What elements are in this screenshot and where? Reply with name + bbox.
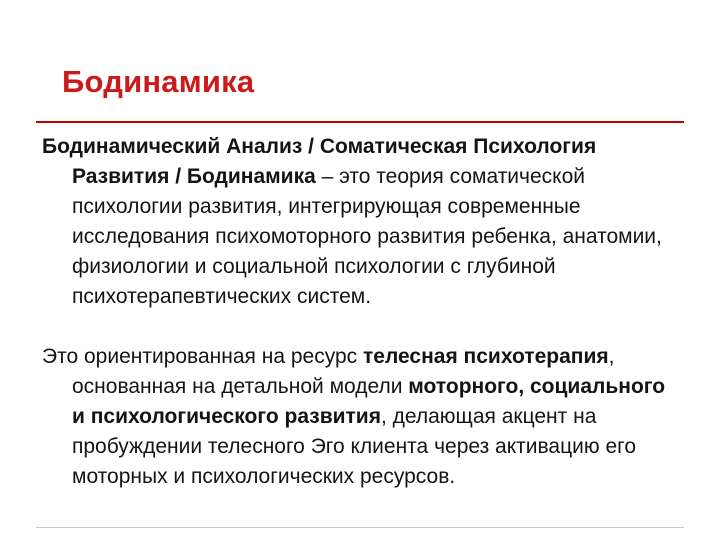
slide-title: Бодинамика bbox=[62, 64, 255, 99]
paragraph-definition bbox=[42, 132, 682, 312]
text-segment: , делающая акцент на пробуждении телесного Эго клиента через активацию его моторных и психологических ресурсов. bbox=[72, 405, 637, 488]
paragraph-description bbox=[42, 342, 682, 492]
text-segment: Это ориентированная на ресурс bbox=[42, 345, 363, 368]
bold-text-segment: моторного, социального и психологического развития bbox=[72, 375, 666, 428]
text-segment: , основанная на детальной модели bbox=[72, 345, 615, 398]
bold-text-segment: телесная психотерапия bbox=[363, 345, 609, 368]
text-segment: – это теория соматической психологии развития, интегрирующая современные исследования психомоторного развития ребенка, анатомии, физиологии и социальной психологии с глубиной психотерапевтических систем. bbox=[72, 165, 662, 308]
footer-divider bbox=[36, 527, 684, 528]
slide-body bbox=[42, 132, 682, 527]
bold-text-segment: Бодинамический Анализ / Соматическая Психология Развития / Бодинамика bbox=[42, 135, 597, 188]
title-divider bbox=[36, 121, 684, 123]
